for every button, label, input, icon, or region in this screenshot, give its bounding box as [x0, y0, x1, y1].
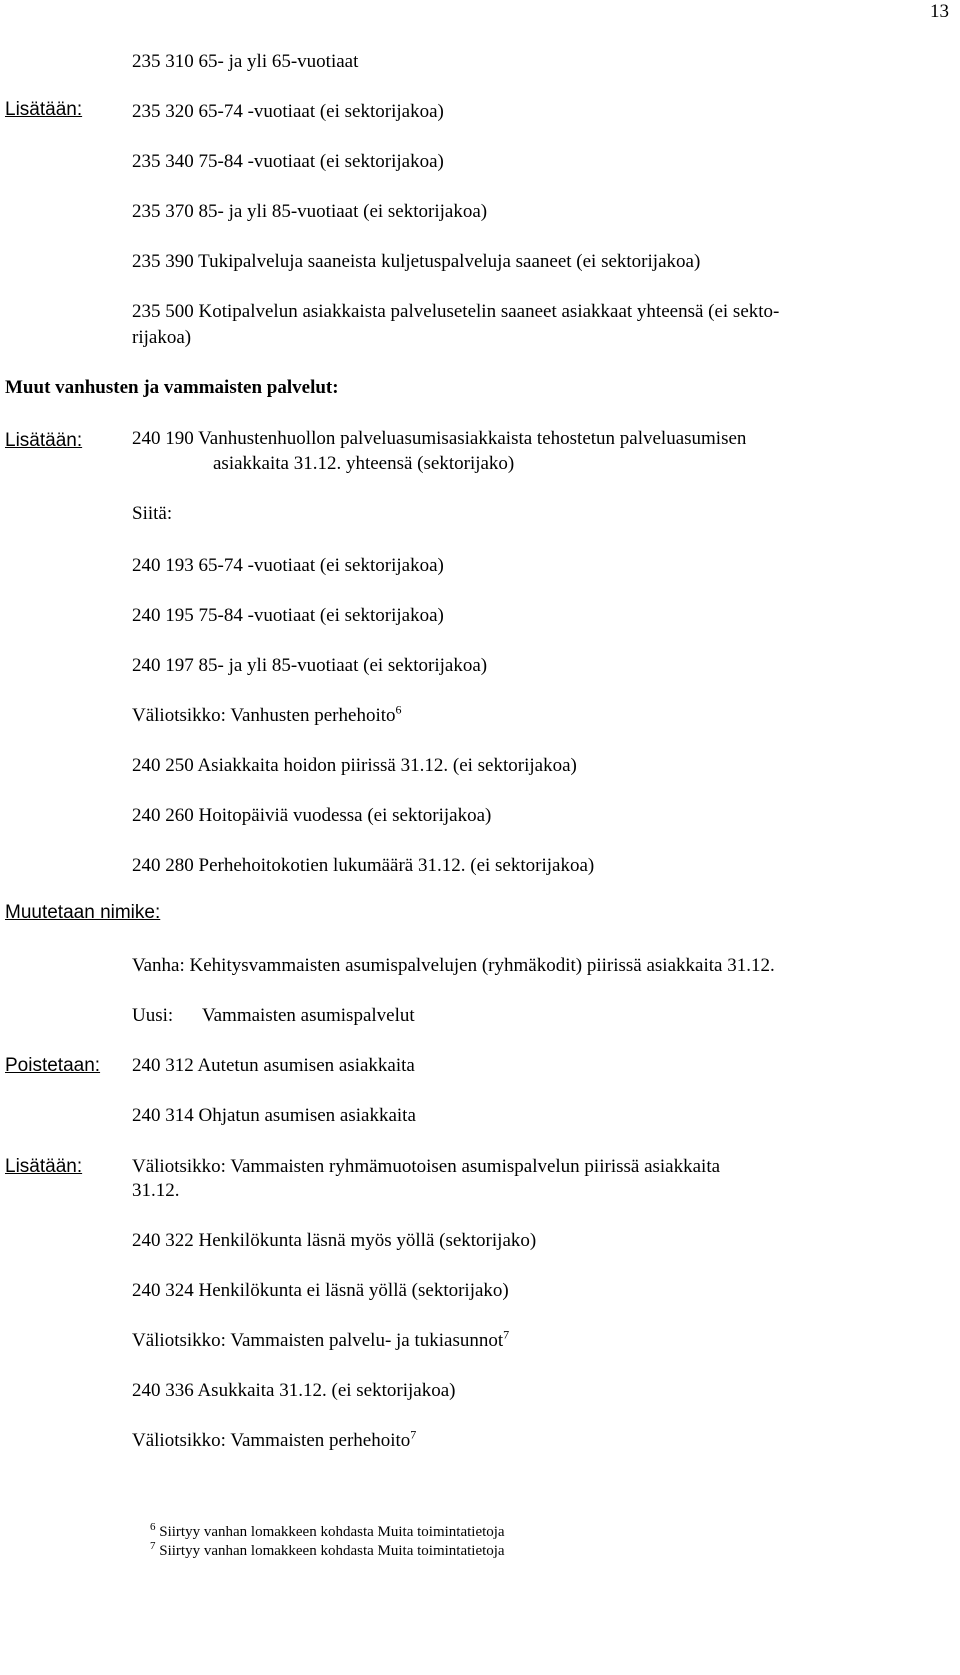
- code-line: 240 314 Ohjatun asumisen asiakkaita: [132, 1105, 416, 1126]
- margin-label-lisataan: Lisätään:: [5, 99, 83, 120]
- page-number: 13: [930, 1, 949, 22]
- subheading-line: Väliotsikko: Vanhusten perhehoito$^6$: [132, 702, 402, 726]
- code-line: 235 370 85- ja yli 85-vuotiaat (ei sektorijakoa): [132, 201, 488, 222]
- code-line: 235 500 Kotipalvelun asiakkaista palvelusetelin saaneet asiakkaat yhteensä (ei sekto-: [132, 301, 780, 322]
- new-title-label: Uusi:: [132, 1005, 174, 1026]
- code-line: 240 190 Vanhustenhuollon palveluasumisasiakkaista tehostetun palveluasumisen: [132, 428, 747, 449]
- code-line: 240 193 65-74 -vuotiaat (ei sektorijakoa): [132, 555, 444, 576]
- code-line: 240 324 Henkilökunta ei läsnä yöllä (sektorijako): [132, 1280, 509, 1301]
- margin-label-poistetaan: Poistetaan:: [5, 1055, 101, 1076]
- new-title-text: Vammaisten asumispalvelut: [202, 1005, 415, 1026]
- code-line: 235 340 75-84 -vuotiaat (ei sektorijakoa): [132, 151, 444, 172]
- code-line: 240 197 85- ja yli 85-vuotiaat (ei sektorijakoa): [132, 655, 488, 676]
- code-line: 235 310 65- ja yli 65-vuotiaat: [132, 51, 359, 72]
- code-line: 235 320 65-74 -vuotiaat (ei sektorijakoa): [132, 101, 444, 122]
- subheading-line: Väliotsikko: Vammaisten palvelu- ja tukiasunnot$^7$: [132, 1327, 510, 1351]
- subheading-line: Väliotsikko: Vammaisten perhehoito$^7$: [132, 1427, 417, 1451]
- subheading-line: Väliotsikko: Vammaisten ryhmämuotoisen asumispalvelun piirissä asiakkaita: [132, 1156, 721, 1177]
- section-heading: Muut vanhusten ja vammaisten palvelut:: [5, 377, 339, 398]
- margin-label-lisataan: Lisätään:: [5, 430, 83, 451]
- margin-label-lisataan: Lisätään:: [5, 1156, 83, 1177]
- subheading-sita: Siitä:: [132, 503, 173, 524]
- code-line: 235 390 Tukipalveluja saaneista kuljetuspalveluja saaneet (ei sektorijakoa): [132, 251, 701, 272]
- margin-label-muutetaan-nimike: Muutetaan nimike:: [5, 902, 161, 923]
- footnote-ref: 6: [395, 702, 402, 717]
- old-title-line: Vanha: Kehitysvammaisten asumispalvelujen (ryhmäkodit) piirissä asiakkaita 31.12.: [132, 955, 775, 976]
- code-line: 240 312 Autetun asumisen asiakkaita: [132, 1055, 415, 1076]
- footnote-ref: 7: [410, 1427, 417, 1442]
- code-line: 240 260 Hoitopäiviä vuodessa (ei sektorijakoa): [132, 805, 492, 826]
- code-line: 240 250 Asiakkaita hoidon piirissä 31.12. (ei sektorijakoa): [132, 755, 577, 776]
- code-line-continuation: asiakkaita 31.12. yhteensä (sektorijako): [213, 453, 515, 474]
- code-line: 240 280 Perhehoitokotien lukumäärä 31.12. (ei sektorijakoa): [132, 855, 595, 876]
- subheading-line-continuation: 31.12.: [132, 1180, 180, 1201]
- footnote: $^7$ Siirtyy vanhan lomakkeen kohdasta Muita toimintatietoja: [150, 1540, 505, 1559]
- footnote-ref: 7: [503, 1327, 510, 1342]
- code-line-continuation: rijakoa): [132, 327, 192, 348]
- code-line: 240 322 Henkilökunta läsnä myös yöllä (sektorijako): [132, 1230, 537, 1251]
- code-line: 240 336 Asukkaita 31.12. (ei sektorijakoa): [132, 1380, 456, 1401]
- footnote: $^6$ Siirtyy vanhan lomakkeen kohdasta Muita toimintatietoja: [150, 1521, 505, 1540]
- code-line: 240 195 75-84 -vuotiaat (ei sektorijakoa): [132, 605, 444, 626]
